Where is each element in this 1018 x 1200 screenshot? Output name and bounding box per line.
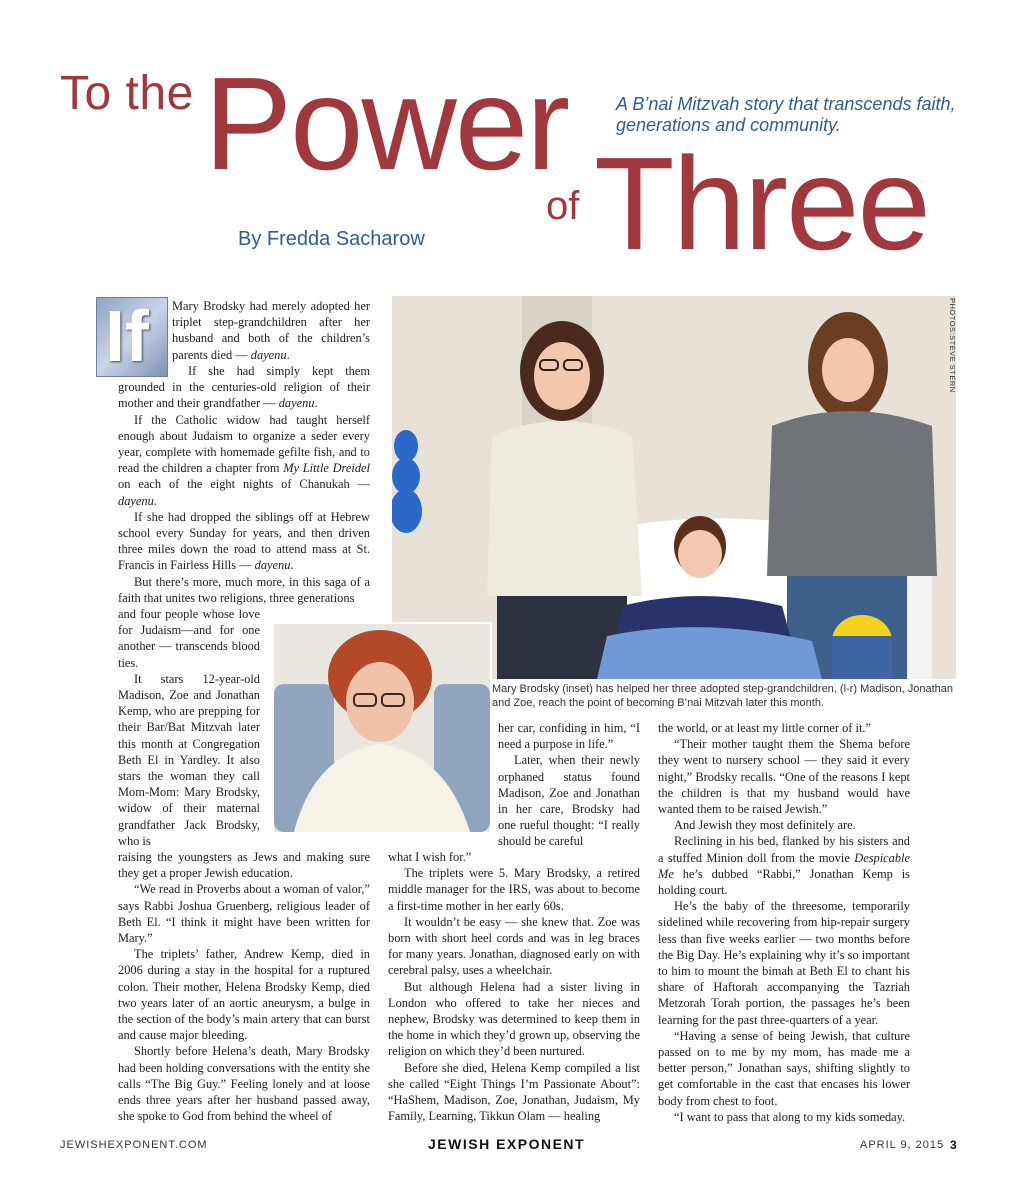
paragraph: But although Helena had a sister living in London who offered to take her nieces and nephew, Brodsky was determined to keep them in the home in which they’d grown up, observing the religion on which they’d been nurtured. [388, 979, 640, 1059]
paragraph: Before she died, Helena Kemp compiled a list she called “Eight Things I’m Passionate About”: “HaShem, Madison, Zoe, Jonathan, Judaism, My Family, Learning, Tikkun Olam — healing [388, 1060, 640, 1124]
page-number: 3 [950, 1138, 957, 1152]
photo-credit: PHOTOS:STEVE STERN [948, 298, 957, 393]
column-1-narrow [118, 606, 260, 849]
paragraph: “We read in Proverbs about a woman of valor,” says Rabbi Joshua Gruenberg, religious leader of Beth El. “I think it might have been written for Mary.” [118, 882, 370, 946]
paragraph: If she had dropped the siblings off at Hebrew school every Sunday for years, and then driven three miles down the road to attend mass at St. Francis in Fairless Hills — dayenu. [118, 509, 370, 573]
headline-power: Power [204, 50, 569, 197]
column-1-lead [172, 298, 370, 363]
paragraph: “Their mother taught them the Shema before they went to nursery school — they said it every night,” Brodsky recalls. “One of the reasons I kept the children is that my husband would have wanted them to be raised Jewish.” [658, 737, 910, 817]
photo-caption: Mary Brodsky (inset) has helped her three adopted step-grandchildren, (l-r) Madison, Jonathan and Zoe, reach the point of becoming B’nai Mitzvah later this month. [492, 683, 954, 709]
paragraph: If the Catholic widow had taught herself enough about Judaism to organize a seder every year, complete with homemade gefilte fish, and to read the children a chapter from My Little Dreidel on each of the eight nights of Chanukah — dayenu. [118, 412, 370, 508]
inset-illustration [274, 624, 490, 832]
paragraph: and four people whose love for Judaism—and for one another — transcends blood ties. [118, 607, 260, 670]
paragraph: the world, or at least my little corner of it.” [658, 721, 871, 735]
paragraph: It stars 12-year-old Madison, Zoe and Jonathan Kemp, who are prepping for their Bar/Bat Mitzvah later this month at Congregation Beth El in Yardley. It also stars the woman they call Mom-Mom: Mary Brodsky, widow of their maternal grandfather Jack Brodsky, who is [118, 671, 260, 848]
paragraph: And Jewish they most definitely are. [674, 818, 856, 833]
footer-date: APRIL 9, 2015 [860, 1139, 945, 1151]
subhead: A B’nai Mitzvah story that transcends faith, generations and community. [616, 94, 956, 135]
paragraph: If she had simply kept them grounded in the centuries-old religion of their mother and their grandfather — dayenu. [118, 364, 370, 411]
paragraph: what I wish for.” [388, 850, 472, 864]
byline: By Fredda Sacharow [238, 228, 425, 250]
paragraph: The triplets were 5. Mary Brodsky, a retired middle manager for the IRS, was about to become a first-time mother in her early 60s. [388, 866, 640, 913]
drop-cap-letter: If [105, 297, 149, 377]
column-1-lower [118, 849, 370, 1124]
headline-of: of [546, 184, 580, 228]
column-2-narrow [498, 720, 640, 850]
footer-brand: JEWISH EXPONENT [428, 1136, 586, 1152]
column-3 [658, 720, 910, 1125]
column-1-upper [118, 363, 370, 606]
inset-photo [272, 622, 492, 834]
paragraph: Shortly before Helena’s death, Mary Brodsky had been holding conversations with the entity she calls “The Big Guy.” Feeling lonely and at loose ends three years after her husband passed away, she spoke to God from behind the wheel of [118, 1044, 370, 1124]
paragraph: It wouldn’t be easy — she knew that. Zoe was born with short heel cords and was in leg braces for many years. Jonathan, diagnosed early on with cerebral palsy, uses a wheelchair. [388, 914, 640, 978]
paragraph: “Having a sense of being Jewish, that culture passed on to me by my mom, has made me a better person,” Jonathan says, shifting slightly to get comfortable in the cast that encases his lower body from chest to foot. [658, 1028, 910, 1108]
column-2-lower [388, 849, 640, 1124]
paragraph: Later, when their newly orphaned status found Madison, Zoe and Jonathan in her care, Brodsky had one rueful thought: “I really should be careful [498, 753, 640, 849]
headline-to-the: To the [60, 67, 194, 120]
paragraph: Reclining in his bed, flanked by his sisters and a stuffed Minion doll from the movie Despicable Me he’s dubbed “Rabbi,” Jonathan Kemp is holding court. [658, 834, 910, 898]
paragraph: “I want to pass that along to my kids someday. [674, 1109, 906, 1124]
headline-three: Three [594, 130, 929, 277]
paragraph: The triplets’ father, Andrew Kemp, died in 2006 during a stay in the hospital for a ruptured colon. Their mother, Helena Brodsky Kemp, died two years later of an aortic aneurysm, a bulge in the section of the body’s main artery that can burst and cause major bleeding. [118, 947, 370, 1043]
paragraph: raising the youngsters as Jews and making sure they get a proper Jewish education. [118, 850, 370, 881]
paragraph: But there’s more, much more, in this saga of a faith that unites two religions, three generations [118, 574, 370, 605]
paragraph: Mary Brodsky had merely adopted her triplet step-grandchildren after her husband and both of the children’s parents died — dayenu. [172, 299, 370, 362]
footer-site: JEWISHEXPONENT.COM [60, 1139, 208, 1151]
paragraph: He’s the baby of the threesome, temporarily sidelined while recovering from hip-repair surgery less than five weeks earlier — two months before the Big Day. He’s explaining why it’s so important to him to mount the bimah at Beth El to chant his share of Haftorah accompanying the Tazriah Metzorah Torah portion, the passages he’s been learning for the past three-quarters of a year. [658, 899, 910, 1027]
paragraph: her car, confiding in him, “I need a purpose in life.” [498, 721, 640, 752]
